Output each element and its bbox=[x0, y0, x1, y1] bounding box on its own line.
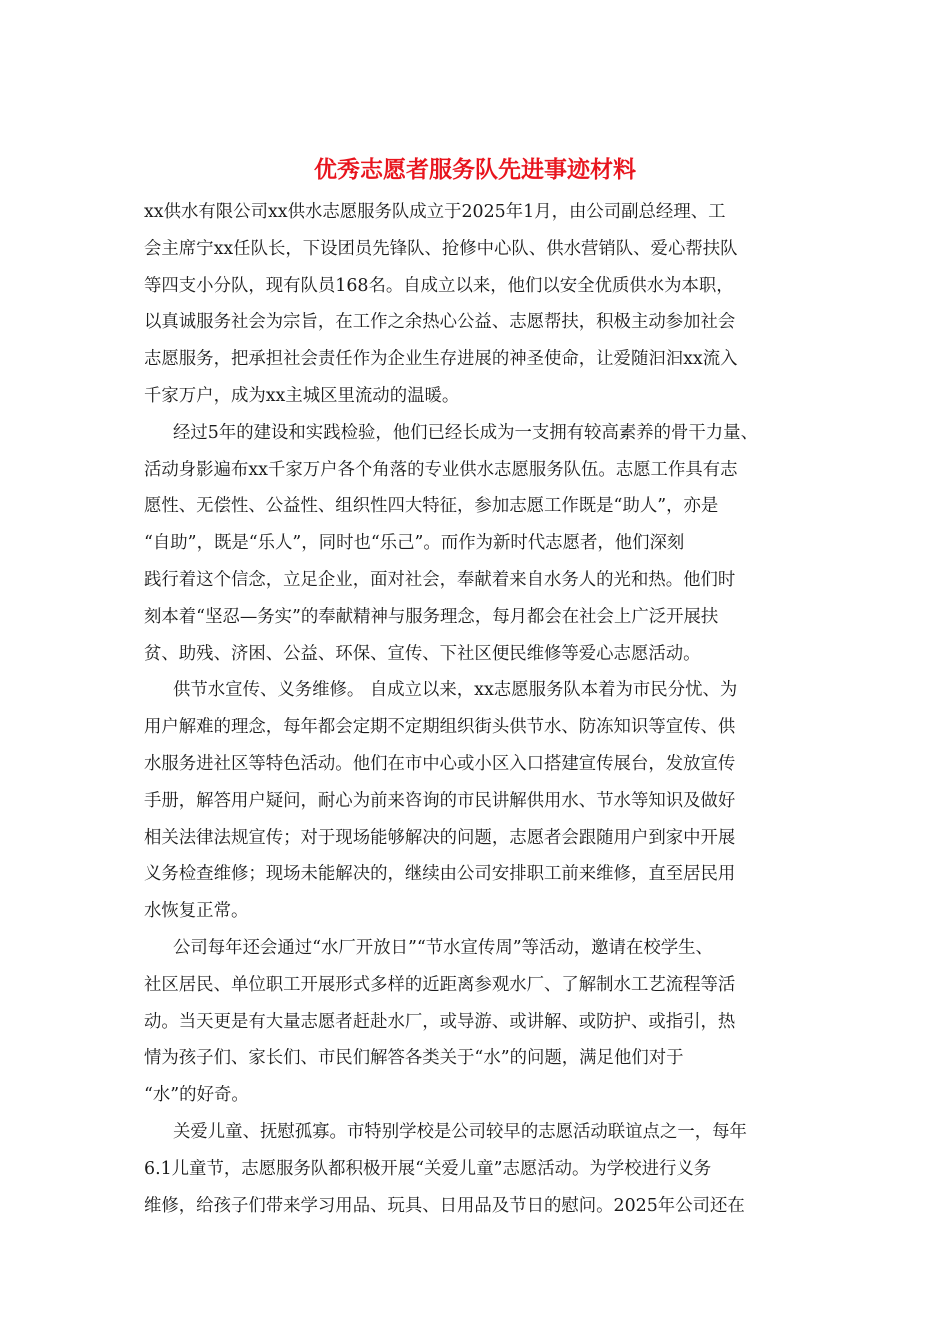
text-line: 关爱儿童、抚慰孤寡。市特别学校是公司较早的志愿活动联谊点之一，每年 bbox=[173, 1121, 747, 1142]
text-line: 义务检查维修；现场未能解决的，继续由公司安排职工前来维修，直至居民用 bbox=[144, 864, 736, 885]
text-line: xx供水有限公司xx供水志愿服务队成立于2025年1月，由公司副总经理、工 bbox=[144, 202, 726, 222]
text-line: 会主席宁xx任队长，下设团员先锋队、抢修中心队、供水营销队、爱心帮扶队 bbox=[144, 238, 738, 259]
text-line: 千家万户，成为xx主城区里流动的温暖。 bbox=[144, 385, 460, 406]
text-line: 经过5年的建设和实践检验，他们已经长成为一支拥有较高素养的骨干力量、 bbox=[173, 422, 758, 443]
text-line: “自助”，既是“乐人”，同时也“乐己”。而作为新时代志愿者，他们深刻 bbox=[144, 533, 685, 554]
text-line: 愿性、无偿性、公益性、组织性四大特征，参加志愿工作既是“助人”，亦是 bbox=[144, 496, 719, 517]
document-body bbox=[144, 194, 814, 1224]
text-line: 刻本着“坚忍—务实”的奉献精神与服务理念，每月都会在社会上广泛开展扶 bbox=[144, 606, 719, 627]
text-line: 手册，解答用户疑问，耐心为前来咨询的市民讲解供用水、节水等知识及做好 bbox=[144, 790, 736, 811]
text-line: 水服务进社区等特色活动。他们在市中心或小区入口搭建宣传展台，发放宣传 bbox=[144, 753, 736, 774]
text-line: 维修，给孩子们带来学习用品、玩具、日用品及节日的慰问。2025年公司还在 bbox=[144, 1195, 745, 1216]
text-line: 活动身影遍布xx千家万户各个角落的专业供水志愿服务队伍。志愿工作具有志 bbox=[144, 459, 738, 480]
text-line: 贫、助残、济困、公益、环保、宣传、下社区便民维修等爱心志愿活动。 bbox=[144, 643, 701, 664]
text-line: 社区居民、单位职工开展形式多样的近距离参观水厂、了解制水工艺流程等活 bbox=[144, 974, 736, 995]
text-line: “水”的好奇。 bbox=[144, 1085, 249, 1106]
text-line: 水恢复正常。 bbox=[144, 901, 249, 922]
document-title: 优秀志愿者服务队先进事迹材料 bbox=[314, 156, 636, 183]
text-line: 等四支小分队，现有队员168名。自成立以来，他们以安全优质供水为本职， bbox=[144, 275, 734, 296]
text-line: 践行着这个信念，立足企业，面对社会，奉献着来自水务人的光和热。他们时 bbox=[144, 569, 736, 590]
text-line: 志愿服务，把承担社会责任作为企业生存进展的神圣使命，让爱随汩汩xx流入 bbox=[144, 349, 738, 370]
text-line: 6.1儿童节，志愿服务队都积极开展“关爱儿童”志愿活动。为学校进行义务 bbox=[144, 1158, 712, 1179]
text-line: 用户解难的理念，每年都会定期不定期组织街头供节水、防冻知识等宣传、供 bbox=[144, 717, 736, 738]
text-line: 相关法律法规宣传；对于现场能够解决的问题，志愿者会跟随用户到家中开展 bbox=[144, 827, 736, 848]
text-line: 供节水宣传、义务维修。 自成立以来，xx志愿服务队本着为市民分忧、为 bbox=[173, 680, 738, 701]
text-line: 以真诚服务社会为宗旨，在工作之余热心公益、志愿帮扶，积极主动参加社会 bbox=[144, 312, 736, 333]
text-line: 公司每年还会通过“水厂开放日”“节水宣传周”等活动，邀请在校学生、 bbox=[173, 937, 713, 958]
text-line: 动。当天更是有大量志愿者赶赴水厂，或导游、或讲解、或防护、或指引，热 bbox=[144, 1011, 736, 1032]
text-line: 情为孩子们、家长们、市民们解答各类关于“水”的问题，满足他们对于 bbox=[144, 1048, 684, 1069]
